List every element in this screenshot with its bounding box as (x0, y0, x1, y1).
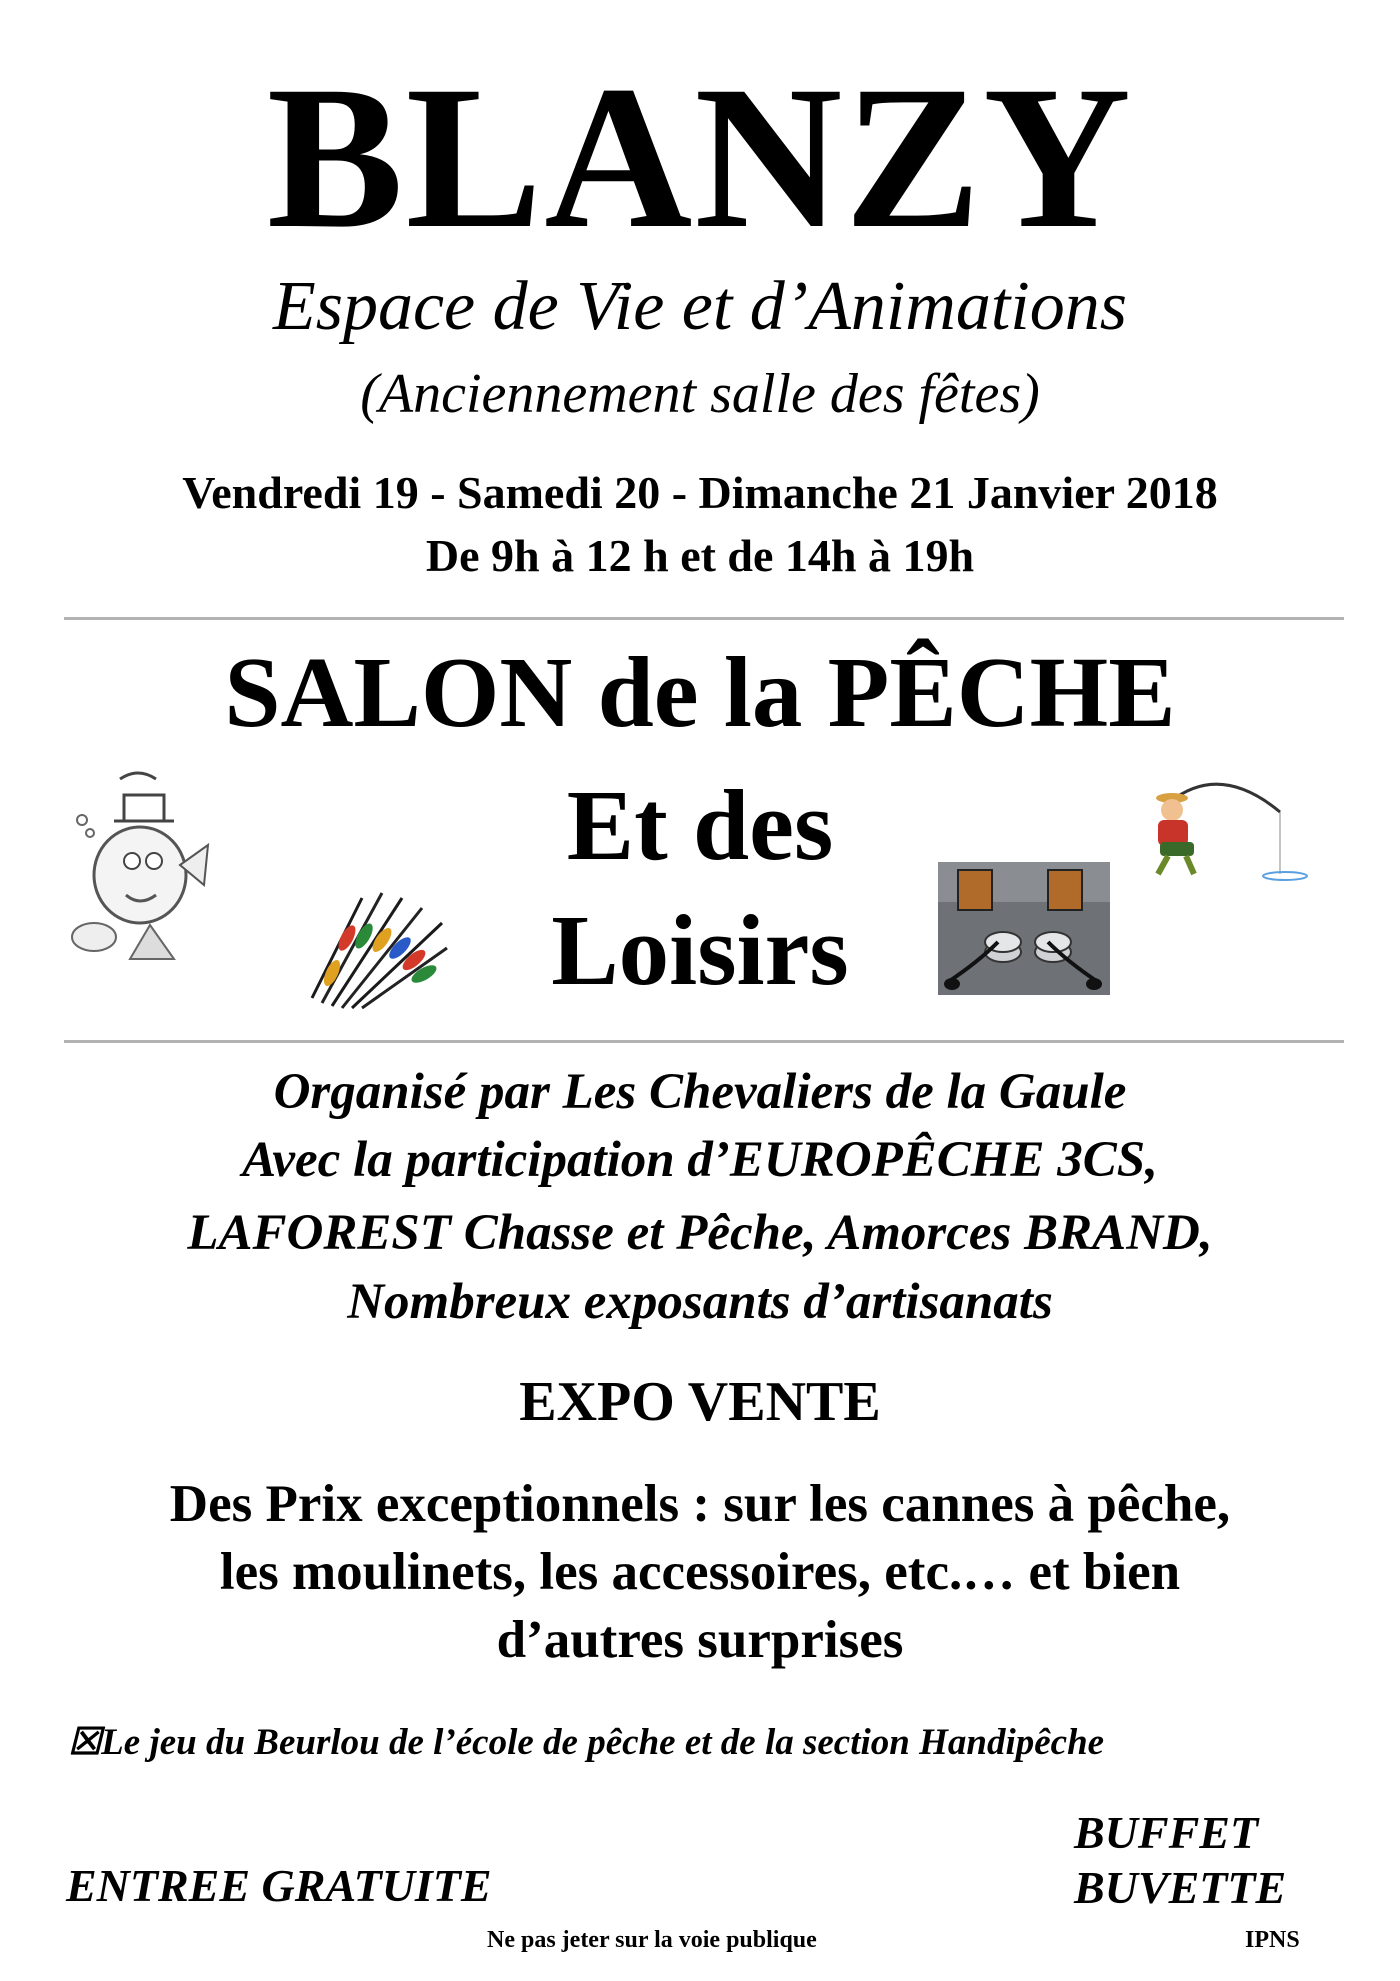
expo-vente: EXPO VENTE (519, 1371, 881, 1433)
salon-title-line1: SALON de la PÊCHE (224, 636, 1176, 748)
organizer-line-3: LAFOREST Chasse et Pêche, Amorces BRAND, (187, 1205, 1213, 1261)
offer-line-1: Des Prix exceptionnels : sur les cannes à pêche, (169, 1475, 1231, 1533)
fishing-reels-image (938, 862, 1110, 995)
salon-title-line2: Et des (566, 769, 834, 881)
offer-line-2: les moulinets, les accessoires, etc.… et bien (219, 1543, 1181, 1601)
town-title: BLANZY (266, 44, 1134, 271)
divider-top (64, 617, 1344, 620)
organizer-line-2: Avec la participation d’EUROPÊCHE 3CS, (242, 1132, 1158, 1188)
fish-sketch-image (62, 765, 212, 965)
buvette-label: BUVETTE (1074, 1862, 1287, 1913)
salon-title-line3: Loisirs (551, 894, 849, 1006)
litter-notice: Ne pas jeter sur la voie publique (487, 1927, 817, 1953)
offer-line-3: d’autres surprises (496, 1611, 904, 1669)
organizer-line-1: Organisé par Les Chevaliers de la Gaule (273, 1064, 1127, 1120)
game-note (68, 1724, 1104, 1761)
checkbox-marker-icon: ☒ (68, 1722, 102, 1763)
event-hours: De 9h à 12 h et de 14h à 19h (425, 530, 975, 581)
game-note-text: Le jeu du Beurlou de l’école de pêche et de la section Handipêche (101, 1722, 1105, 1763)
buffet-label: BUFFET (1074, 1807, 1259, 1858)
fishing-floats-image (302, 878, 452, 1013)
divider-bottom (64, 1040, 1344, 1043)
venue-name: Espace de Vie et d’Animations (272, 268, 1127, 345)
ipns-label: IPNS (1245, 1927, 1300, 1953)
venue-note: (Anciennement salle des fêtes) (360, 363, 1040, 425)
organizer-line-4: Nombreux exposants d’artisanats (347, 1274, 1053, 1330)
fisherman-cartoon-image (1150, 772, 1310, 882)
event-dates: Vendredi 19 - Samedi 20 - Dimanche 21 Janvier 2018 (182, 467, 1218, 518)
entry-free: ENTREE GRATUITE (66, 1860, 492, 1911)
